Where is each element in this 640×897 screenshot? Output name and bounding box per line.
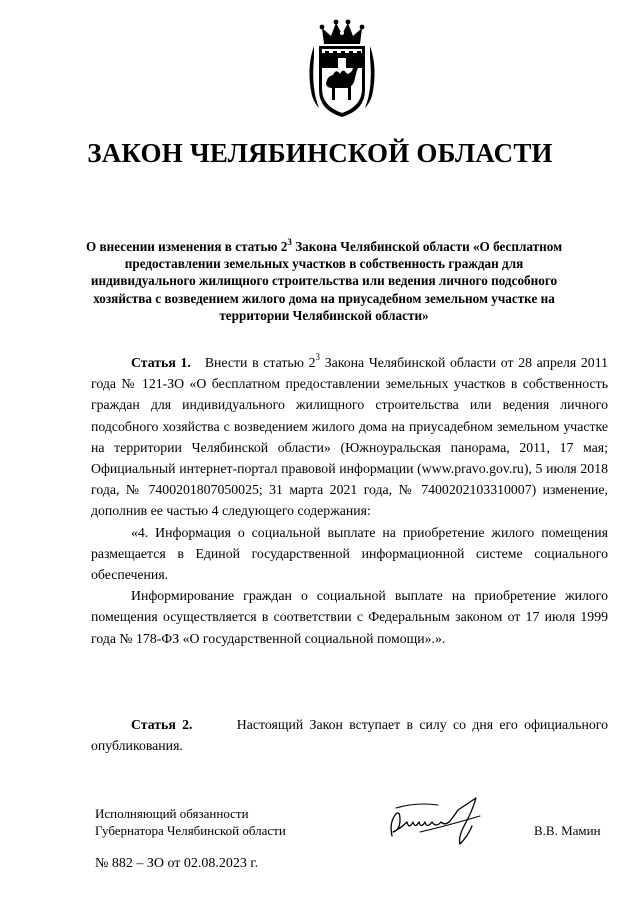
signatory-position [95,805,286,839]
article-2-text: Настоящий Закон вступает в силу со дня его официального опубликования. [91,717,608,754]
signatory-position-line-2: Губернатора Челябинской области [95,823,286,838]
handwritten-signature [386,792,502,846]
article-2 [91,714,608,756]
subject-sup: 3 [287,236,292,247]
law-subject [84,238,564,324]
article-1-intro-sup: 3 [315,352,321,363]
article-1-intro-post: Закона Челябинской области от 28 апреля 2011 года № 121-ЗО «О бесплатном предоставлении земельных участков в собственность граждан для индивидуального жилищного строительства или ведения личного подсобного хозяйства с возведением жилого дома на приусадебном земельном участке на территории Челябинской области» (Южноуральская панорама, 2011, 17 мая; Официальный интернет-портал правовой информации (www.pravo.gov.ru), 5 июля 2018 года, № 7400201807050025; 31 марта 2021 года, № 7400202103310007) изменение, дополнив ее частью 4 следующего содержания: [91,355,608,519]
coat-of-arms-emblem [302,18,382,118]
registration-number: № 882 – ЗО от 02.08.2023 г. [95,856,259,871]
subject-post: Закона Челябинской области «О бесплатном предоставлении земельных участков в собственность граждан для индивидуального жилищного строительства или ведения личного подсобного хозяйства с возведением жилого дома на приусадебном земельном участке на территории Челябинской области» [90,239,563,323]
article-1-label: Статья 1. [131,355,191,370]
article-1-quote-1: «4. Информация о социальной выплате на приобретение жилого помещения размещается в Единой государственной информационной системе социального обеспечения. [91,524,608,583]
article-1 [91,352,608,649]
article-2-label: Статья 2. [131,717,193,732]
article-1-quote-2: Информирование граждан о социальной выплате на приобретение жилого помещения осуществляется в соответствии с Федеральным законом от 17 июля 1999 года № 178-ФЗ «О государственной социальной помощи».». [91,588,608,646]
signatory-position-line-1: Исполняющий обязанности [95,806,249,821]
signatory-name: В.В. Мамин [534,823,601,838]
article-1-intro-pre: Внести в статью 2 [204,355,316,370]
law-title: ЗАКОН ЧЕЛЯБИНСКОЙ ОБЛАСТИ [87,138,553,168]
subject-pre: О внесении изменения в статью 2 [85,239,288,254]
